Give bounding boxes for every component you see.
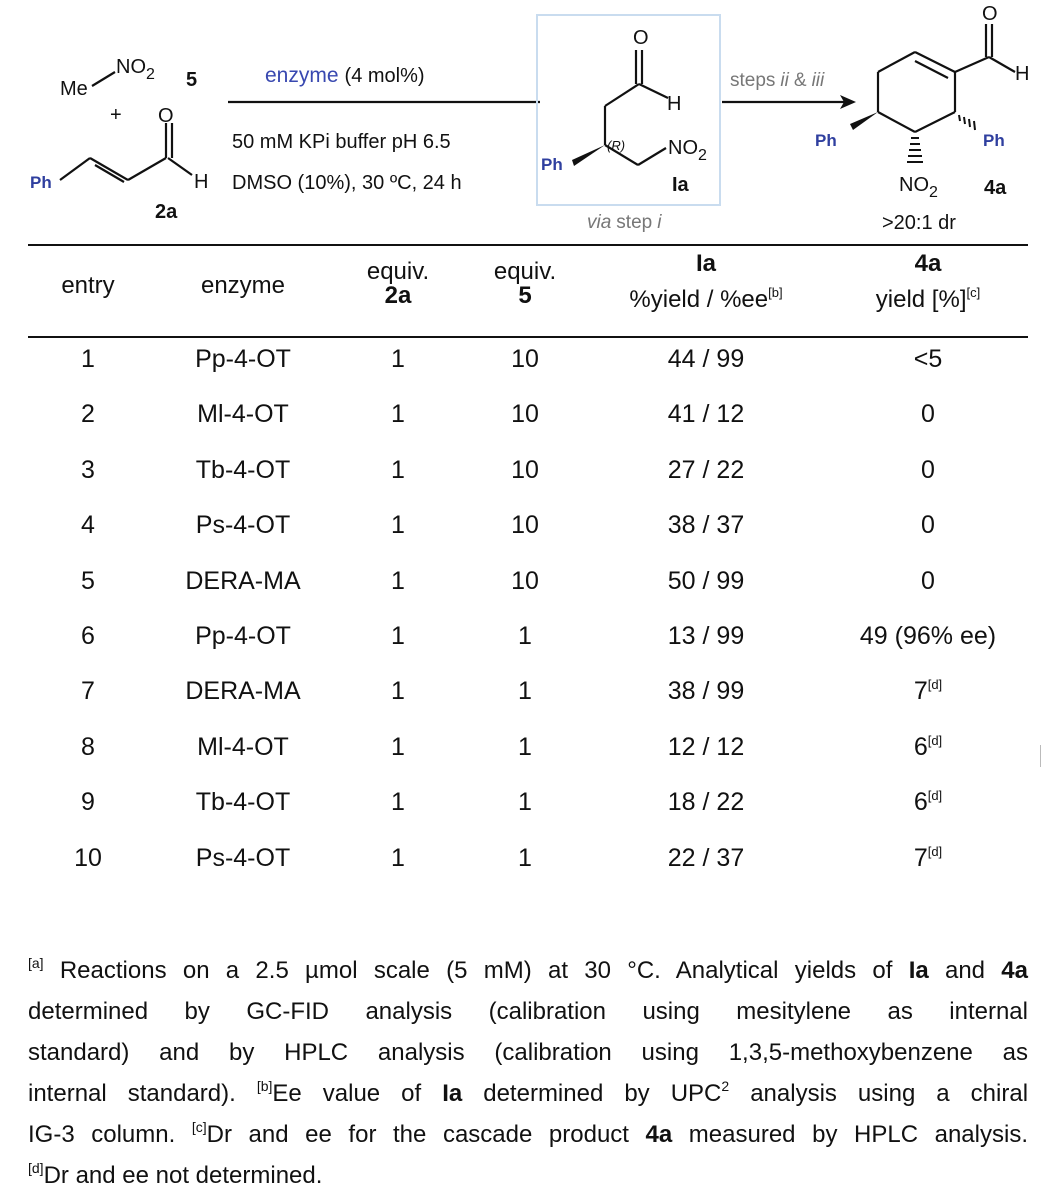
cell-enzyme: Pp-4-OT (195, 622, 291, 650)
cell-ia-yield-ee: 50 / 99 (667, 566, 745, 595)
header-equiv-5-line1: equiv. (493, 258, 557, 285)
cell-ia-yield-ee: 13 / 99 (667, 622, 745, 650)
no2-label: $NO_2$ (668, 137, 707, 164)
header-ia (596, 250, 816, 314)
cell-equiv-5: 10 (511, 345, 539, 373)
ph-label-2: Ph (983, 131, 1005, 150)
cell-entry: 10 (74, 843, 102, 872)
cell-equiv-2a: 1 (391, 677, 405, 706)
compound-label-ia: Ia (672, 174, 689, 196)
header-ia-line2: %yield / %ee[b] (629, 285, 783, 313)
solvent-condition: DMSO (10%), 30 ºC, 24 h (232, 172, 462, 194)
cell-entry: 8 (81, 732, 95, 761)
cell-enzyme: Tb-4-OT (195, 788, 291, 817)
cell-4a-yield: 7[d] (913, 677, 943, 706)
cell-ia-yield-ee: 38 / 99 (667, 677, 745, 706)
intermediate-ia (537, 15, 720, 233)
cell-ia-yield-ee: 22 / 37 (667, 843, 745, 872)
cell-equiv-5: 10 (511, 400, 539, 429)
cell-4a-yield: 0 (921, 455, 935, 484)
header-4a (828, 250, 1028, 314)
cell-enzyme: Ps-4-OT (195, 843, 291, 872)
compound-label-2a: 2a (155, 201, 178, 223)
cell-enzyme: Ml-4-OT (197, 732, 289, 761)
steps-arrow (722, 70, 856, 109)
footnote-ref-d: [d] (927, 732, 943, 748)
table-header-rule (28, 336, 1028, 338)
plus-sign: + (110, 104, 122, 126)
cell-entry: 1 (81, 345, 95, 373)
oxygen-label: O (633, 27, 649, 49)
cell-enzyme: Pp-4-OT (195, 345, 291, 373)
oxygen-label: O (982, 3, 998, 25)
footnote-ref-b: [b] (768, 285, 783, 300)
cell-ia-yield-ee: 12 / 12 (667, 732, 745, 761)
header-equiv-5-line2: 5 (518, 282, 532, 309)
cell-equiv-5: 1 (518, 677, 532, 706)
header-4a-line2: yield [%][c] (875, 285, 981, 313)
cell-equiv-5: 1 (518, 788, 532, 817)
oxygen-label: O (158, 105, 174, 127)
ph-label: Ph (30, 173, 52, 192)
footnote-mark-b: [b] (256, 1078, 273, 1094)
stereo-descriptor: (R) (607, 138, 626, 153)
bond (92, 72, 115, 86)
cell-entry: 5 (81, 566, 95, 595)
cell-entry: 6 (81, 622, 95, 650)
cell-ia-yield-ee: 27 / 22 (667, 455, 745, 484)
cell-4a-yield: 7[d] (913, 843, 943, 872)
footnote-ref-c: [c] (966, 285, 981, 300)
cell-equiv-2a: 1 (391, 622, 405, 650)
cell-enzyme: Ps-4-OT (195, 511, 291, 540)
header-4a-line1: 4a (914, 250, 942, 277)
cell-equiv-5: 1 (518, 732, 532, 761)
hash-bond (907, 138, 923, 162)
wedge-bond (572, 145, 605, 166)
header-equiv-2a-line2: 2a (384, 282, 412, 309)
cell-ia-yield-ee: 44 / 99 (667, 345, 745, 373)
ph-label-1: Ph (815, 131, 837, 150)
enzyme-condition: enzyme (4 mol%) (265, 64, 425, 87)
header-equiv-2a-line1: equiv. (366, 258, 430, 285)
no2-label: $NO_2$ (116, 56, 155, 83)
header-entry: entry (61, 272, 115, 299)
reaction-scheme (0, 0, 1044, 245)
compound-label-4a: 4a (984, 177, 1007, 199)
header-equiv-2a (348, 258, 448, 310)
cell-equiv-5: 10 (511, 455, 539, 484)
footnote-mark-a: [a] (28, 955, 44, 971)
cell-entry: 4 (81, 511, 95, 540)
cell-4a-yield: <5 (913, 345, 943, 373)
footnote-ref-d: [d] (927, 677, 943, 693)
reagent-5 (60, 56, 197, 100)
edge-mark (1040, 745, 1041, 767)
cell-4a-yield: 0 (921, 511, 935, 540)
cell-4a-yield: 6[d] (913, 732, 943, 761)
cell-entry: 3 (81, 455, 95, 484)
cell-enzyme: DERA-MA (185, 566, 301, 595)
cell-equiv-5: 10 (511, 511, 539, 540)
cell-entry: 7 (81, 677, 95, 706)
cell-equiv-5: 1 (518, 622, 532, 650)
dr-label: >20:1 dr (882, 212, 956, 234)
h-label: H (194, 171, 209, 193)
via-step-caption: via step i (587, 212, 662, 233)
table-footnotes (28, 950, 1028, 1196)
footnote-line: [d]Dr and ee not determined. (28, 1160, 323, 1189)
cell-ia-yield-ee: 38 / 37 (667, 511, 745, 540)
footnote-line: determined by GC-FID analysis (calibration using mesitylene as internal (28, 998, 1028, 1025)
cell-4a-yield: 0 (921, 400, 935, 429)
me-label: Me (60, 78, 88, 100)
cell-equiv-2a: 1 (391, 732, 405, 761)
ph-label: Ph (541, 155, 563, 174)
cell-entry: 2 (81, 400, 95, 429)
cell-equiv-5: 10 (511, 566, 539, 595)
compound-label-5: 5 (186, 69, 198, 91)
footnote-mark-d: [d] (28, 1160, 44, 1176)
cell-equiv-2a: 1 (391, 843, 405, 872)
buffer-condition: 50 mM KPi buffer pH 6.5 (232, 131, 451, 153)
cell-entry: 9 (81, 788, 95, 817)
cell-4a-yield: 6[d] (913, 788, 943, 817)
cell-equiv-5: 1 (518, 843, 532, 872)
wedge-bond (850, 112, 878, 130)
header-enzyme: enzyme (200, 272, 286, 299)
footnote-line: [a] Reactions on a 2.5 µmol scale (5 mM) at 30 °C. Analytical yields of Ia and 4a (28, 955, 1028, 984)
footnote-mark-c: [c] (191, 1119, 207, 1135)
footnote-ref-d: [d] (927, 843, 943, 859)
cell-equiv-2a: 1 (391, 455, 405, 484)
header-ia-line1: Ia (695, 250, 716, 277)
footnote-line: standard) and by HPLC analysis (calibration using 1,3,5-methoxybenzene as (28, 1039, 1028, 1066)
cell-enzyme: DERA-MA (185, 677, 301, 706)
reaction-conditions (228, 64, 540, 194)
cell-ia-yield-ee: 41 / 12 (667, 400, 745, 429)
cell-equiv-2a: 1 (391, 788, 405, 817)
steps-label: steps ii & iii (730, 70, 825, 91)
cell-equiv-2a: 1 (391, 566, 405, 595)
h-label: H (1015, 63, 1030, 85)
cell-4a-yield: 0 (921, 566, 935, 595)
cell-equiv-2a: 1 (391, 400, 405, 429)
cell-enzyme: Tb-4-OT (195, 455, 291, 484)
cell-enzyme: Ml-4-OT (197, 400, 289, 429)
product-4a (815, 3, 1029, 234)
cell-equiv-2a: 1 (391, 511, 405, 540)
hash-bond (959, 115, 975, 130)
footnote-line: internal standard). [b]Ee value of Ia determined by UPC$^2$ analysis using a chiral (28, 1078, 1029, 1107)
table-top-rule (28, 244, 1028, 246)
header-equiv-5 (475, 258, 575, 310)
cell-equiv-2a: 1 (391, 345, 405, 373)
footnote-ref-d: [d] (927, 788, 943, 804)
cell-ia-yield-ee: 18 / 22 (667, 788, 745, 817)
no2-label: $NO_2$ (899, 174, 938, 201)
cell-4a-yield: 49 (96% ee) (859, 622, 997, 650)
intermediate-box (537, 15, 720, 205)
h-label: H (667, 93, 682, 115)
footnote-line: IG-3 column. [c]Dr and ee for the cascade product 4a measured by HPLC analysis. (28, 1119, 1028, 1148)
